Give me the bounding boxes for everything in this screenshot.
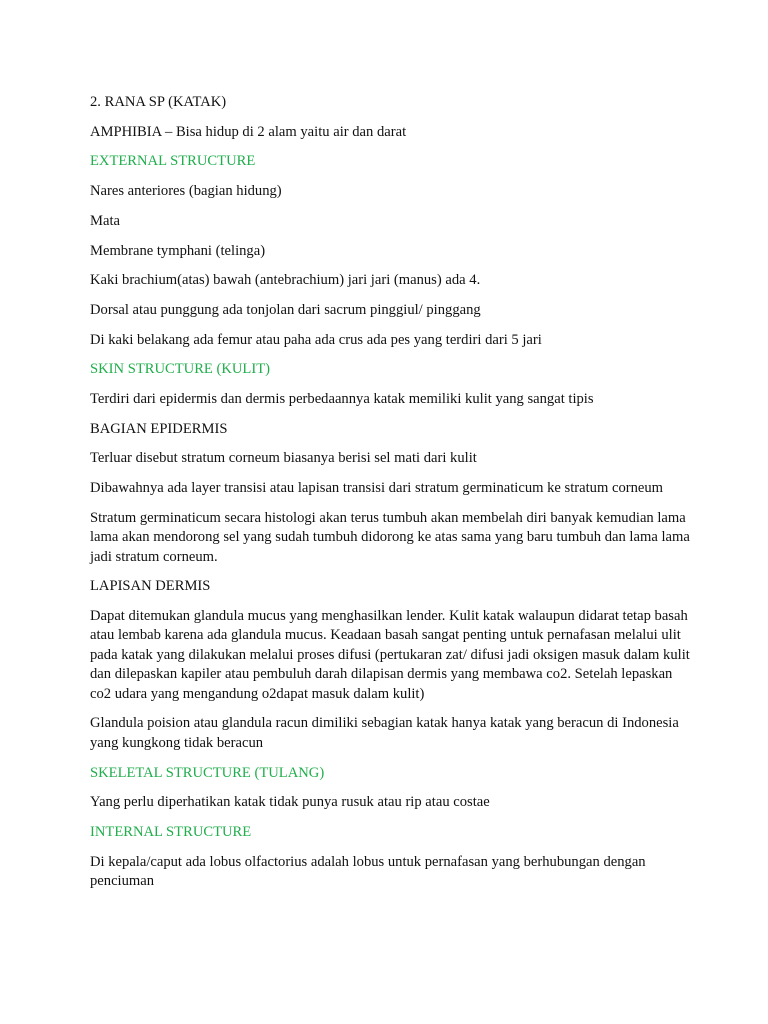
paragraph: Dapat ditemukan glandula mucus yang menghasilkan lender. Kulit katak walaupun didarat tetap basah atau lembab karena ada glandula mucus. Keadaan basah sangat penting untuk pernafasan melalui ulit pada katak yang dilakukan melalui proses difusi (pertukaran zat/ difusi jadi oksigen masuk dalam kulit dan dilepaskan kapiler atau pembuluh darah dilapisan dermis yang membawa co2. Setelah lepaskan co2 udara yang mengandung o2dapat masuk dalam kulit): [90, 608, 690, 702]
paragraph: Mata: [90, 212, 120, 229]
paragraph: Di kepala/caput ada lobus olfactorius adalah lobus untuk pernafasan yang berhubungan dengan penciuman: [90, 853, 646, 890]
paragraph: Dibawahnya ada layer transisi atau lapisan transisi dari stratum germinaticum ke stratum corneum: [90, 480, 664, 497]
paragraph: Terdiri dari epidermis dan dermis perbedaannya katak memiliki kulit yang sangat tipis: [90, 391, 594, 408]
paragraph: Dorsal atau punggung ada tonjolan dari sacrum pinggiul/ pinggang: [90, 301, 481, 318]
section-heading-skin-structure: SKIN STRUCTURE (KULIT): [90, 361, 270, 378]
subheading-bagian-epidermis: BAGIAN EPIDERMIS: [90, 420, 228, 437]
section-heading-external-structure: EXTERNAL STRUCTURE: [90, 153, 256, 170]
intro-paragraph: AMPHIBIA – Bisa hidup di 2 alam yaitu air dan darat: [90, 123, 407, 140]
paragraph: Terluar disebut stratum corneum biasanya berisi sel mati dari kulit: [90, 450, 477, 467]
document-title: 2. RANA SP (KATAK): [90, 94, 227, 110]
paragraph: Kaki brachium(atas) bawah (antebrachium) jari jari (manus) ada 4.: [90, 272, 481, 289]
paragraph: Glandula poision atau glandula racun dimiliki sebagian katak hanya katak yang beracun di Indonesia yang kungkong tidak beracun: [90, 715, 679, 751]
subheading-lapisan-dermis: LAPISAN DERMIS: [90, 578, 211, 595]
paragraph: Di kaki belakang ada femur atau paha ada crus ada pes yang terdiri dari 5 jari: [90, 331, 542, 348]
paragraph: Nares anteriores (bagian hidung): [90, 183, 282, 200]
document-page: [90, 93, 690, 902]
paragraph: Yang perlu diperhatikan katak tidak punya rusuk atau rip atau costae: [90, 794, 490, 811]
section-heading-skeletal-structure: SKELETAL STRUCTURE (TULANG): [90, 764, 325, 781]
paragraph: Membrane tymphani (telinga): [90, 242, 266, 259]
section-heading-internal-structure: INTERNAL STRUCTURE: [90, 823, 252, 840]
paragraph: Stratum germinaticum secara histologi akan terus tumbuh akan membelah diri banyak kemudian lama lama akan mendorong sel yang sudah tumbuh didorong ke atas sama yang baru tumbuh dan lama lama jadi stratum corneum.: [90, 509, 690, 565]
